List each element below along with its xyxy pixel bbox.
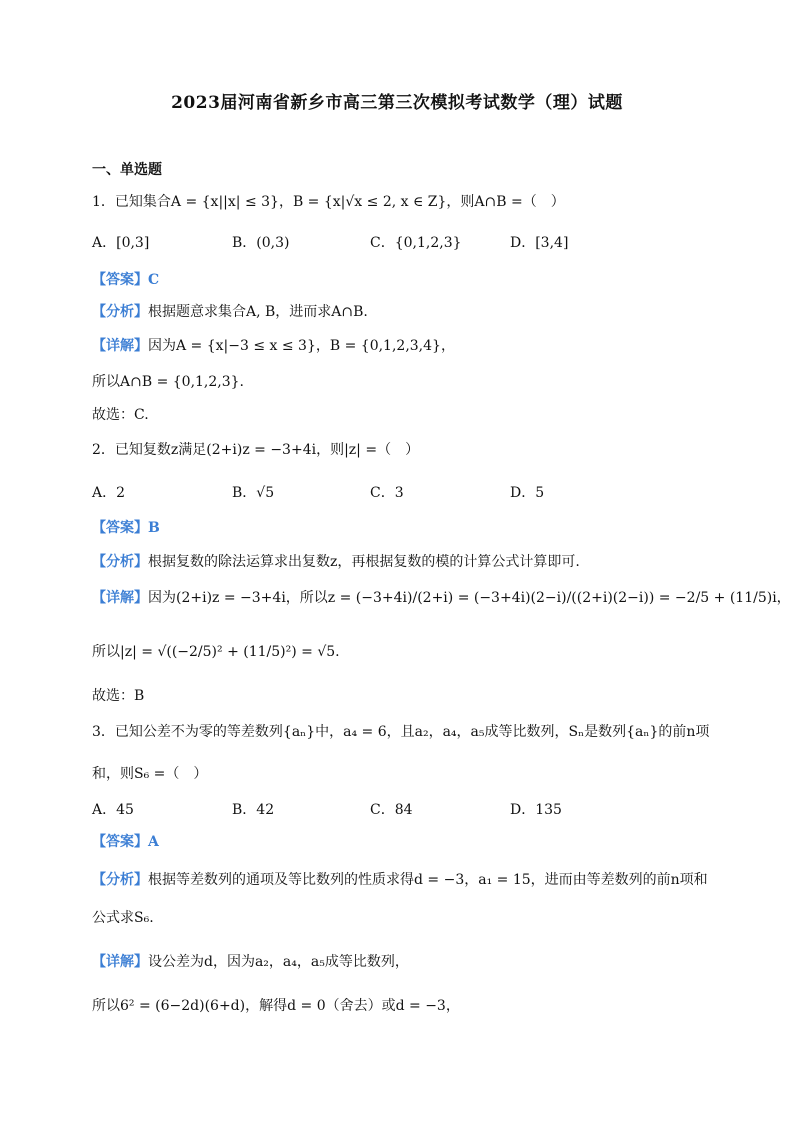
q3-option-a: A．45 (92, 802, 134, 818)
label-tag: 【分析】 (92, 304, 148, 320)
q3-detail-2: 所以6² = (6−2d)(6+d)，解得d = 0（舍去）或d = −3， (92, 998, 460, 1014)
label-tag: 【分析】 (92, 554, 148, 570)
q2-option-c: C．3 (370, 485, 404, 501)
q3-option-b: B．42 (232, 802, 275, 818)
q1-option-b: B．(0,3) (232, 235, 290, 251)
label-tag: 【详解】 (92, 338, 148, 354)
q2-option-d: D．5 (510, 485, 545, 501)
q3-analysis-1: 【分析】根据等差数列的通项及等比数列的性质求得d = −3，a₁ = 15，进而由等差数列的前n项和 (92, 872, 708, 888)
page-title: 2023届河南省新乡市高三第三次模拟考试数学（理）试题 (171, 93, 623, 113)
q1-answer: 【答案】C (92, 272, 160, 288)
q1-option-a: A．[0,3] (92, 235, 150, 251)
q2-stem: 2．已知复数z满足(2+i)z = −3+4i，则|z| =（ ） (92, 442, 420, 458)
q2-answer: 【答案】B (92, 520, 160, 536)
q3-answer: 【答案】A (92, 834, 159, 850)
q1-choose: 故选：C. (92, 407, 149, 423)
q1-detail-2: 所以A∩B = {0,1,2,3}. (92, 374, 245, 390)
q3-stem-1: 3．已知公差不为零的等差数列{aₙ}中，a₄ = 6，且a₂，a₄，a₅成等比数列，Sₙ是数列{aₙ}的前n项 (92, 724, 710, 740)
q1-stem: 1．已知集合A = {x||x| ≤ 3}，B = {x|√x ≤ 2, x ∈ Z}，则A∩B =（ ） (92, 194, 565, 210)
q1-option-d: D．[3,4] (510, 235, 569, 251)
q3-option-d: D．135 (510, 802, 562, 818)
q3-option-c: C．84 (370, 802, 413, 818)
q1-detail-1: 【详解】因为A = {x|−3 ≤ x ≤ 3}，B = {0,1,2,3,4}， (92, 338, 455, 354)
q1-option-c: C．{0,1,2,3} (370, 235, 462, 251)
q2-choose: 故选：B (92, 688, 145, 704)
q3-analysis-2: 公式求S₆. (92, 910, 154, 926)
q2-option-b: B．√5 (232, 485, 275, 501)
q2-detail-2: 所以|z| = √((−2/5)² + (11/5)²) = √5. (92, 644, 340, 660)
q2-analysis: 【分析】根据复数的除法运算求出复数z，再根据复数的模的计算公式计算即可. (92, 554, 580, 570)
q1-analysis: 【分析】根据题意求集合A, B，进而求A∩B. (92, 304, 368, 320)
q3-stem-2: 和，则S₆ =（ ） (92, 766, 208, 782)
section-heading: 一、单选题 (92, 162, 162, 178)
q3-detail-1: 【详解】设公差为d，因为a₂，a₄，a₅成等比数列， (92, 954, 409, 970)
label-tag: 【详解】 (92, 954, 148, 970)
label-tag: 【详解】 (92, 590, 148, 606)
q2-option-a: A．2 (92, 485, 126, 501)
label-tag: 【分析】 (92, 872, 148, 888)
q2-detail-1: 【详解】因为(2+i)z = −3+4i，所以z = (−3+4i)/(2+i) = (−3+4i)(2−i)/((2+i)(2−i)) = −2/5 + (11/5)i， (92, 590, 791, 606)
